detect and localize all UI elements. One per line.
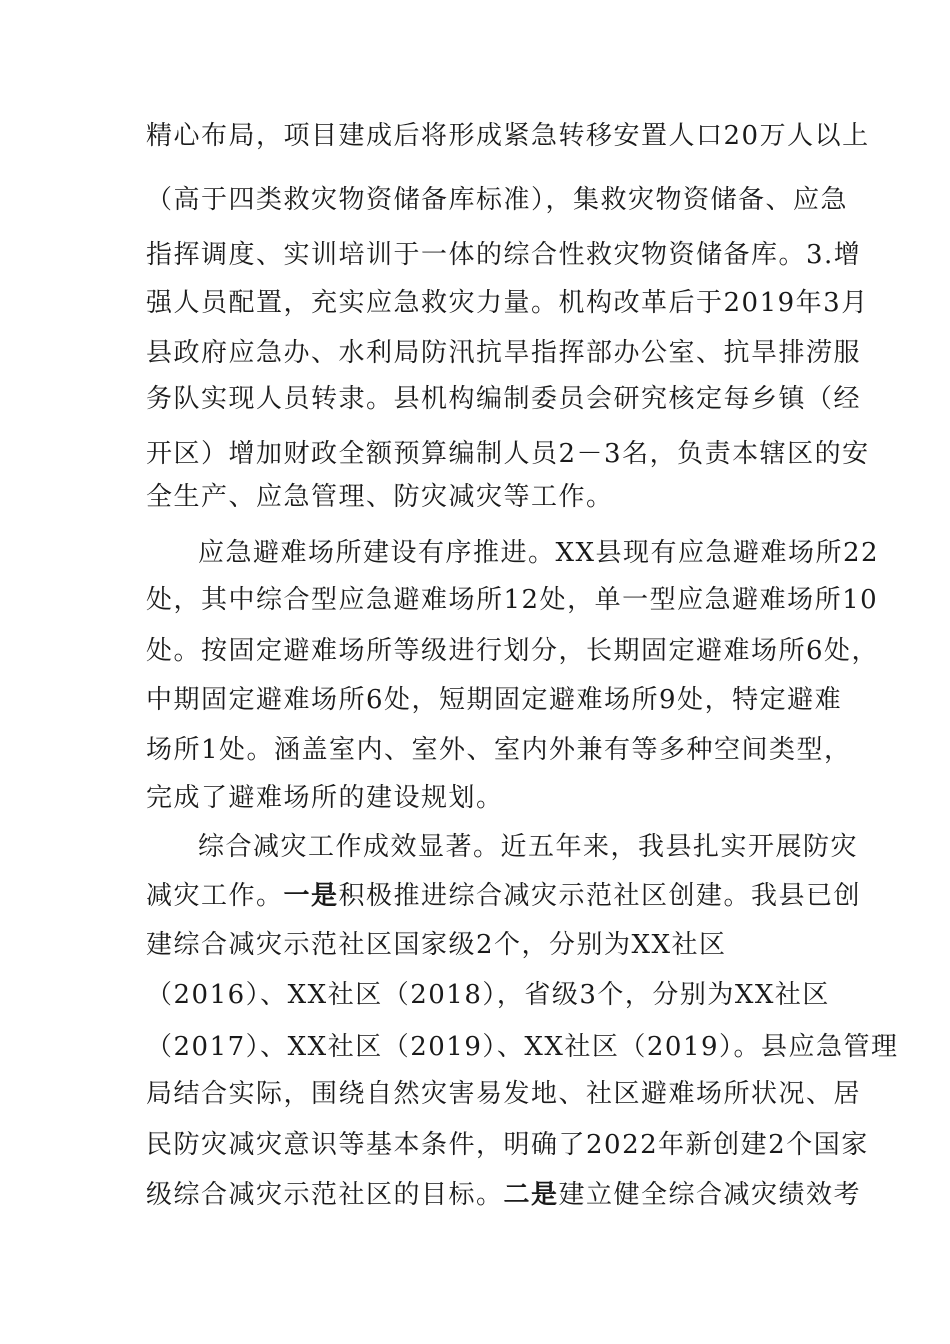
text-line: 局结合实际，围绕自然灾害易发地、社区避难场所状况、居 bbox=[146, 1079, 862, 1109]
text-line: 县政府应急办、水利局防汛抗旱指挥部办公室、抗旱排涝服 bbox=[146, 338, 862, 368]
text-line: 处，其中综合型应急避难场所12处，单一型应急避难场所10 bbox=[146, 585, 879, 615]
text-line: 中期固定避难场所6处，短期固定避难场所9处，特定避难 bbox=[146, 685, 843, 715]
bold-marker: 二是 bbox=[503, 1180, 559, 1210]
text-segment: 减灾工作。 bbox=[146, 881, 284, 911]
text-line: 精心布局，项目建成后将形成紧急转移安置人口20万人以上 bbox=[146, 121, 870, 151]
text-line: 务队实现人员转隶。县机构编制委员会研究核定每乡镇（经 bbox=[146, 384, 862, 414]
bold-marker: 一是 bbox=[283, 881, 339, 911]
text-segment: 建立健全综合减灾绩效考 bbox=[558, 1180, 862, 1210]
paragraph-first-line: 综合减灾工作成效显著。近五年来，我县扎实开展防灾 bbox=[198, 832, 859, 862]
text-line: （2016）、XX社区（2018），省级3个，分别为XX社区 bbox=[146, 980, 830, 1010]
text-line: 处。按固定避难场所等级进行划分，长期固定避难场所6处， bbox=[146, 636, 880, 666]
text-line: 全生产、应急管理、防灾减灾等工作。 bbox=[146, 482, 614, 512]
text-segment: 积极推进综合减灾示范社区创建。我县已创 bbox=[338, 881, 862, 911]
text-line: （高于四类救灾物资储备库标准），集救灾物资储备、应急 bbox=[146, 185, 849, 215]
text-line: 开区）增加财政全额预算编制人员2－3名，负责本辖区的安 bbox=[146, 439, 870, 469]
text-segment: 级综合减灾示范社区的目标。 bbox=[146, 1180, 504, 1210]
text-line: 民防灾减灾意识等基本条件，明确了2022年新创建2个国家 bbox=[146, 1130, 869, 1160]
paragraph-first-line: 应急避难场所建设有序推进。XX县现有应急避难场所22 bbox=[198, 538, 880, 568]
text-line bbox=[146, 1175, 861, 1215]
text-line: 强人员配置，充实应急救灾力量。机构改革后于2019年3月 bbox=[146, 288, 869, 318]
text-line: （2017）、XX社区（2019）、XX社区（2019）。县应急管理 bbox=[146, 1032, 899, 1062]
text-line: 建综合减灾示范社区国家级2个，分别为XX社区 bbox=[146, 930, 727, 960]
text-line bbox=[146, 876, 861, 916]
text-line: 完成了避难场所的建设规划。 bbox=[146, 783, 504, 813]
text-line: 场所1处。涵盖室内、室外、室内外兼有等多种空间类型， bbox=[146, 735, 852, 765]
text-line: 指挥调度、实训培训于一体的综合性救灾物资储备库。3.增 bbox=[146, 240, 862, 270]
